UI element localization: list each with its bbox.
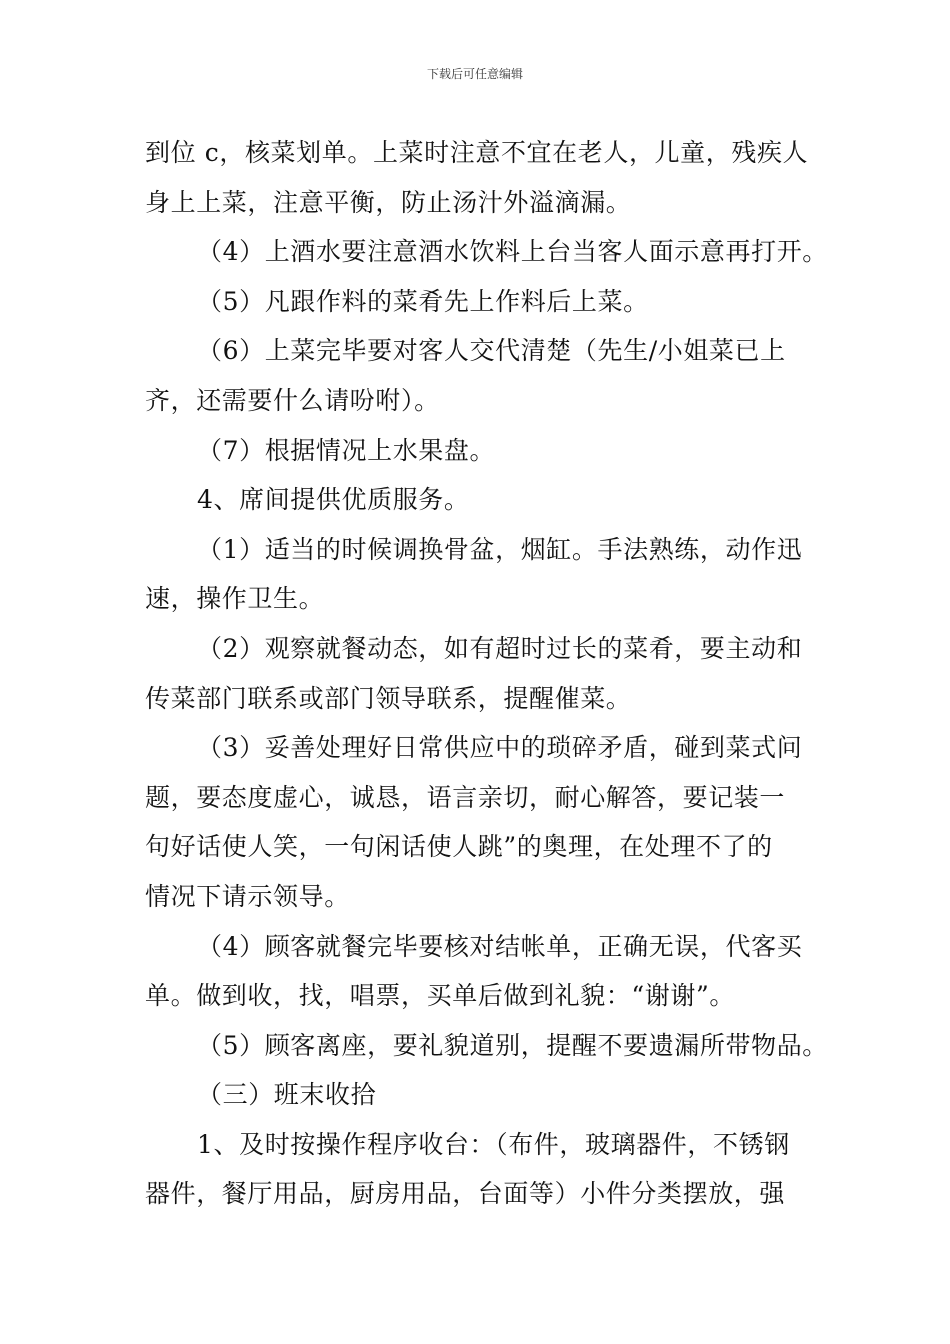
text-line: 句好话使人笑，一句闲话使人跳”的奥理，在处理不了的 [145,832,773,862]
text-line: 传菜部门联系或部门领导联系，提醒催菜。 [145,683,632,713]
text-line: （5）顾客离座，要礼貌道别，提醒不要遗漏所带物品。 [197,1030,828,1060]
text-line: 齐，还需要什么请吩咐）。 [145,385,440,415]
text-line: （4）顾客就餐完毕要核对结帐单，正确无误，代客买 [197,931,803,961]
text-line: 1、及时按操作程序收台：（布件，玻璃器件，不锈钢 [197,1129,790,1159]
text-line: （6）上菜完毕要对客人交代清楚（先生/小姐菜已上 [197,336,786,366]
text-line: 速，操作卫生。 [145,584,325,614]
text-line: 器件，餐厅用品，厨房用品，台面等）小件分类摆放，强 [145,1179,786,1209]
text-line: （7）根据情况上水果盘。 [197,435,496,465]
text-line: （5）凡跟作料的菜肴先上作料后上菜。 [197,286,649,316]
page-header: 下载后可任意编辑 [426,67,523,81]
text-line: 情况下请示领导。 [145,881,350,911]
text-line: 题，要态度虚心，诚恳，语言亲切，耐心解答，要记装一 [145,782,786,812]
text-line: （2）观察就餐动态，如有超时过长的菜肴，要主动和 [197,633,803,663]
document-body [145,128,828,1219]
text-line: （三）班末收拾 [197,1080,377,1110]
text-line: 身上上菜，注意平衡，防止汤汁外溢滴漏。 [145,187,632,217]
text-line: （1）适当的时候调换骨盆，烟缸。手法熟练，动作迅 [197,534,803,564]
text-line: （4）上酒水要注意酒水饮料上台当客人面示意再打开。 [197,237,828,267]
text-line: 4、席间提供优质服务。 [197,485,470,515]
text-line: 单。做到收，找，唱票，买单后做到礼貌：“谢谢”。 [145,981,735,1011]
text-line: 到位 c，核菜划单。上菜时注意不宜在老人，儿童，残疾人 [145,138,809,167]
text-line: （3）妥善处理好日常供应中的琐碎矛盾，碰到菜式问 [197,733,803,763]
